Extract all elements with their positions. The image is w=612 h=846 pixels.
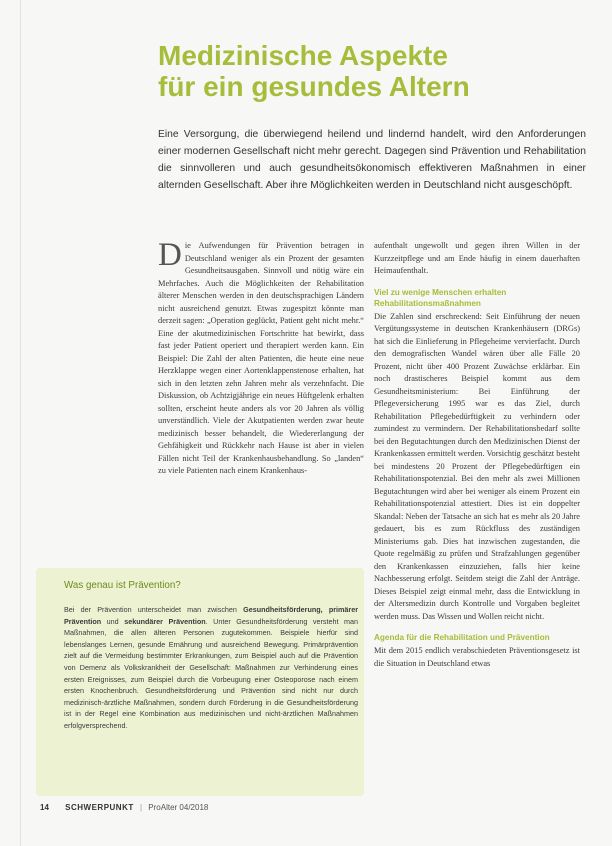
- info-box-title: Was genau ist Prävention?: [64, 580, 181, 591]
- article-column-left: [158, 237, 364, 478]
- subheading-agenda: Agenda für die Rehabilitation und Prävention: [374, 633, 550, 642]
- info-text-c: . Unter Gesundheitsförderung versteht man Maßnahmen, die allen älteren Personen zugutekommen. Beispiele hierfür sind lebenslanges Lernen, gesunde Ernährung und ausreichend Bewegung. Primärprävention zielt auf die Vermeidung bestimmter Erkrankungen, zum Beispiel auch auf die Prävention von Demenz als Volkskrankheit der Gesellschaft: Maßnahmen zur Verhinderung eines ersten Ereignisses, zum Beispiel durch die Vorbeugung einer Osteoporose nach einem ersten Knochenbruch. Gesundheitsförderung und Prävention sind nicht nur durch medizinisch-ärztliche Maßnahmen, sondern durch Förderung in die Gesundheitsförderung ist in der Regel eine Kombination aus medizinischen und nicht-ärztlichen Maßnahmen erfolgversprechend.: [64, 616, 358, 730]
- info-text-a: Bei der Prävention unterscheidet man zwischen: [64, 605, 244, 614]
- article-title: [158, 40, 578, 102]
- page-number: 14: [40, 803, 49, 812]
- info-bold-2: sekundärer Prävention: [124, 616, 206, 626]
- title-line-1: Medizinische Aspekte: [158, 40, 448, 71]
- drop-cap: D: [158, 237, 182, 273]
- info-bold-1: Gesundheitsförderung, primärer Prävention: [64, 605, 358, 626]
- info-text-b: und: [101, 616, 125, 626]
- right-paragraph-2: Die Zahlen sind erschreckend: Seit Einführung der neuen Vergütungssysteme in deutschen Krankenhäusern (DRGs) hat sich die Einlieferung in Pflegeheime vervierfacht. Durch den demografischen Wandel wären über alle Fälle 20 Prozent, nicht über 400 Prozent Zuwächse erklärbar. Ein noch drastischeres Beispiel kommt aus dem Gesundheitsministerium: Bei Einführung der Pflegeversicherung 1995 war es das Ziel, durch Rehabilitation Pflegebedürftigkeit zu verhindern oder zumindest zu vermindern. Der Rehabilitationsbedarf sollte bei den Begutachtungen durch den Medizinischen Dienst der Krankenkassen ermittelt werden. Vorsichtig geschätzt besteht bei mindestens 20 Prozent der Pflegebedürftigen ein Rehabilitationspotenzial. Bei den mehr als zwei Millionen Begutachtungen wird aber bei weniger als einem Prozent ein Rehabilitationspotenzial attestiert. Dies ist ein doppelter Skandal: Neben der Tatsache an sich hat es mehr als 20 Jahre gedauert, bis es zum Rückfluss des zuständigen Ministeriums gab. Dies hat inzwischen zugestanden, die Quote regelmäßig zu prüfen und Strafzahlungen gegenüber den Krankenkassen einzuziehen, falls hier keine Nachbesserung erfolgt. Seitdem steigt die Zahl der Anträge. Dieses Beispiel zeigt einmal mehr, dass die Entwicklung in der Altersmedizin durch Kontrolle und Vorgaben begleitet werden muss. Das Wissen und Wollen reicht nicht.: [374, 311, 580, 621]
- right-paragraph-3: Mit dem 2015 endlich verabschiedeten Präventionsgesetz ist die Situation in Deutschland etwas: [374, 646, 580, 668]
- subheading-rehabilitation: Viel zu wenige Menschen erhalten Rehabilitationsmaßnahmen: [374, 287, 507, 308]
- left-paragraph: ie Aufwendungen für Prävention betragen in Deutschland weniger als ein Prozent der gesamten Gesundheitsausgaben. Sinnvoll und nötig wäre ein Mehrfaches. Auch die Möglichkeiten der Rehabilitation älterer Menschen werden in den deutschsprachigen Ländern nicht ausreichend genutzt. Etwas zugespitzt könnte man derzeit sagen: „Operation geglückt, Patient geht nicht mehr.“ Eine der akutmedizinischen Fortschritte hat bewirkt, dass fast jeder Patient operiert und therapiert werden kann. Ein Beispiel: Die Zahl der alten Patienten, die heute eine neue Herzklappe wegen einer Aortenklappenstenose erhalten, hat sich in den letzten zehn Jahren mehr als verzehnfacht. Die Diskussion, ob Achtzigjährige ein neues Hüftgelenk erhalten sollten, erscheint heute anders als vor 20 Jahren als völlig unverständlich. Viele der Akutpatienten werden zwar heute medizinisch besser behandelt, die Wiedererlangung der Gehfähigkeit und Rückkehr nach Hause ist aber in vielen Fällen nicht Teil der Krankenhausbehandlung. So „landen“ zu viele Patienten nach einem Krankenhaus-: [158, 241, 364, 475]
- footer-separator: |: [139, 803, 143, 812]
- page-footer: [40, 803, 208, 812]
- article-lead: Eine Versorgung, die überwiegend heilend und lindernd handelt, wird den Anforderungen einer modernen Gesellschaft nicht mehr gerecht. Dagegen sind Prävention und Rehabilitation die sinnvolleren und auch gesundheitsökonomisch effektiveren Maßnahmen in einer alternden Gesellschaft. Aber ihre Möglichkeiten werden in Deutschland nicht ausgeschöpft.: [158, 129, 586, 191]
- info-box-text: [64, 604, 358, 732]
- title-line-2: für ein gesundes Altern: [158, 71, 470, 102]
- magazine-issue: ProAlter 04/2018: [148, 803, 209, 812]
- article-column-right: [374, 240, 580, 670]
- section-name: SCHWERPUNKT: [65, 803, 134, 812]
- right-paragraph-1: aufenthalt ungewollt und gegen ihren Willen in der Kurzzeitpflege und am Ende häufig in einem dauerhaften Heimaufenthalt.: [374, 241, 580, 275]
- page-fold-line: [20, 0, 21, 846]
- info-box-prevention: [36, 568, 364, 796]
